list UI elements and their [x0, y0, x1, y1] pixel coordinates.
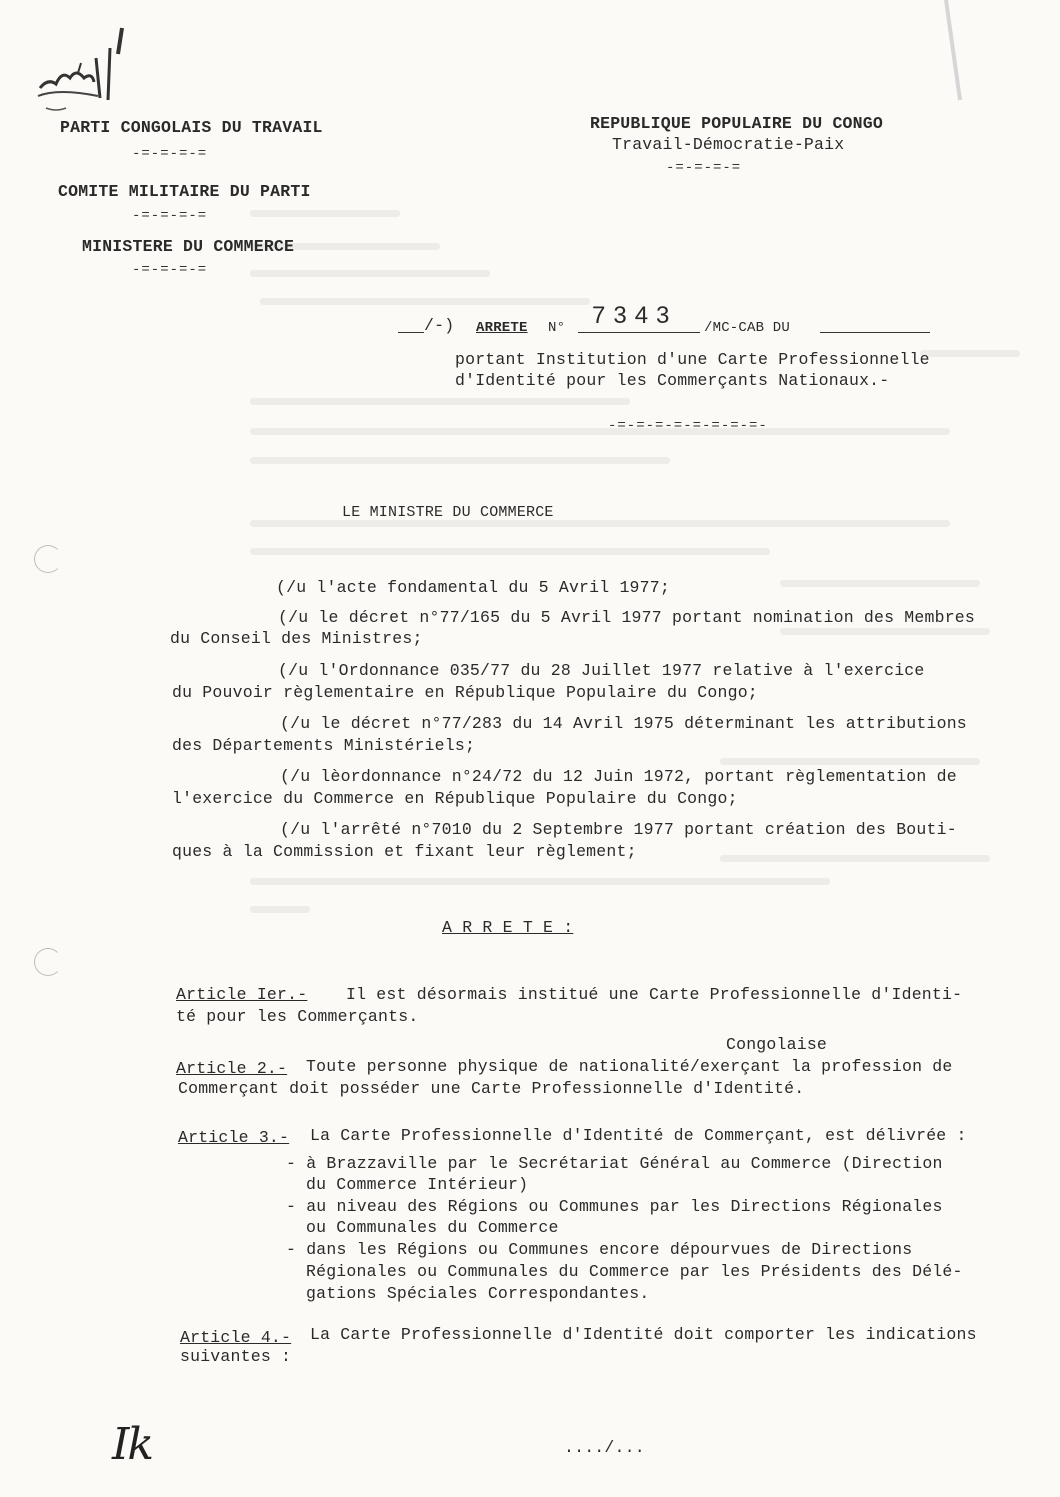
decree-prefix: /-)	[424, 316, 455, 335]
party-name: PARTI CONGOLAIS DU TRAVAIL	[60, 118, 323, 137]
consideration: (/u le décret n°77/283 du 14 Avril 1975 déterminant les attributions	[280, 714, 967, 733]
article-text: Toute personne physique de nationalité/exerçant la profession de	[306, 1057, 953, 1076]
punch-hole-icon	[34, 545, 62, 573]
bleed-through	[250, 457, 670, 464]
bleed-through	[920, 350, 1020, 357]
consideration: l'exercice du Commerce en République Populaire du Congo;	[172, 789, 738, 808]
decree-number: 7343	[592, 302, 678, 329]
consideration: (/u l'acte fondamental du 5 Avril 1977;	[276, 578, 670, 597]
decree-subject: d'Identité pour les Commerçants Nationaux.-	[455, 371, 890, 390]
bleed-through	[250, 548, 770, 555]
separator: -=-=-=-=	[666, 160, 742, 176]
article-text: té pour les Commerçants.	[176, 1007, 419, 1026]
minister-heading: LE MINISTRE DU COMMERCE	[342, 504, 554, 521]
republic-motto: Travail-Démocratie-Paix	[612, 135, 845, 154]
bleed-through	[250, 878, 830, 885]
article-text: Commerçant doit posséder une Carte Professionnelle d'Identité.	[178, 1079, 805, 1098]
article-text: La Carte Professionnelle d'Identité doit comporter les indications	[310, 1325, 977, 1344]
article-text: Il est désormais institué une Carte Professionnelle d'Identi-	[346, 985, 963, 1004]
article-label: Article 2.-	[176, 1059, 288, 1078]
bleed-through	[250, 428, 950, 435]
consideration: ques à la Commission et fixant leur règlement;	[172, 842, 637, 861]
blank-line	[820, 332, 930, 333]
bleed-through	[250, 210, 400, 217]
article-insert: Congolaise	[726, 1035, 828, 1054]
article-list-item: - à Brazzaville par le Secrétariat Général au Commerce (Direction	[286, 1154, 943, 1173]
continuation-mark: ..../...	[564, 1438, 645, 1457]
republic-name: REPUBLIQUE POPULAIRE DU CONGO	[590, 114, 883, 133]
separator: -=-=-=-=	[132, 262, 208, 278]
article-text: suivantes :	[180, 1347, 292, 1366]
decree-number-label: N°	[548, 320, 566, 336]
consideration: (/u l'Ordonnance 035/77 du 28 Juillet 1977 relative à l'exercice	[278, 661, 925, 680]
bleed-through	[720, 855, 990, 862]
consideration: (/u le décret n°77/165 du 5 Avril 1977 portant nomination des Membres	[278, 608, 976, 627]
handwritten-scribble-icon	[18, 18, 138, 128]
bleed-through	[260, 298, 590, 305]
decree-arrete-label: ARRETE	[476, 320, 528, 336]
consideration: du Conseil des Ministres;	[170, 629, 423, 648]
article-label: Article 4.-	[180, 1328, 292, 1347]
article-list-item: ou Communales du Commerce	[306, 1218, 559, 1237]
consideration: (/u lèordonnance n°24/72 du 12 Juin 1972, portant règlementation de	[280, 767, 957, 786]
article-label: Article Ier.-	[176, 985, 308, 1004]
arrete-heading: A R R E T E :	[442, 918, 574, 937]
separator: -=-=-=-=-=-=-=-=-	[608, 418, 768, 434]
consideration: du Pouvoir règlementaire en République Populaire du Congo;	[172, 683, 758, 702]
scan-edge-icon	[940, 0, 980, 110]
bleed-through	[250, 398, 630, 405]
bleed-through	[780, 628, 990, 635]
bleed-through	[780, 580, 980, 587]
article-list-item: du Commerce Intérieur)	[306, 1175, 529, 1194]
decree-subject: portant Institution d'une Carte Professionnelle	[455, 350, 930, 369]
article-text: La Carte Professionnelle d'Identité de Commerçant, est délivrée :	[310, 1126, 967, 1145]
committee-name: COMITE MILITAIRE DU PARTI	[58, 182, 311, 201]
ministry-name: MINISTERE DU COMMERCE	[82, 237, 295, 256]
consideration: (/u l'arrêté n°7010 du 2 Septembre 1977 portant création des Bouti-	[280, 820, 957, 839]
consideration: des Départements Ministériels;	[172, 736, 476, 755]
punch-hole-icon	[34, 948, 62, 976]
blank-line	[398, 332, 424, 333]
handwritten-initials: Ik	[112, 1419, 153, 1470]
separator: -=-=-=-=	[132, 208, 208, 224]
article-list-item: - au niveau des Régions ou Communes par les Directions Régionales	[286, 1197, 943, 1216]
decree-reference: /MC-CAB DU	[704, 320, 791, 336]
bleed-through	[720, 758, 980, 765]
blank-line	[578, 332, 700, 333]
article-list-item: Régionales ou Communales du Commerce par les Présidents des Délé-	[306, 1262, 963, 1281]
bleed-through	[250, 906, 310, 913]
article-list-item: gations Spéciales Correspondantes.	[306, 1284, 650, 1303]
separator: -=-=-=-=	[132, 146, 208, 162]
bleed-through	[250, 270, 490, 277]
article-list-item: - dans les Régions ou Communes encore dépourvues de Directions	[286, 1240, 913, 1259]
article-label: Article 3.-	[178, 1128, 290, 1147]
